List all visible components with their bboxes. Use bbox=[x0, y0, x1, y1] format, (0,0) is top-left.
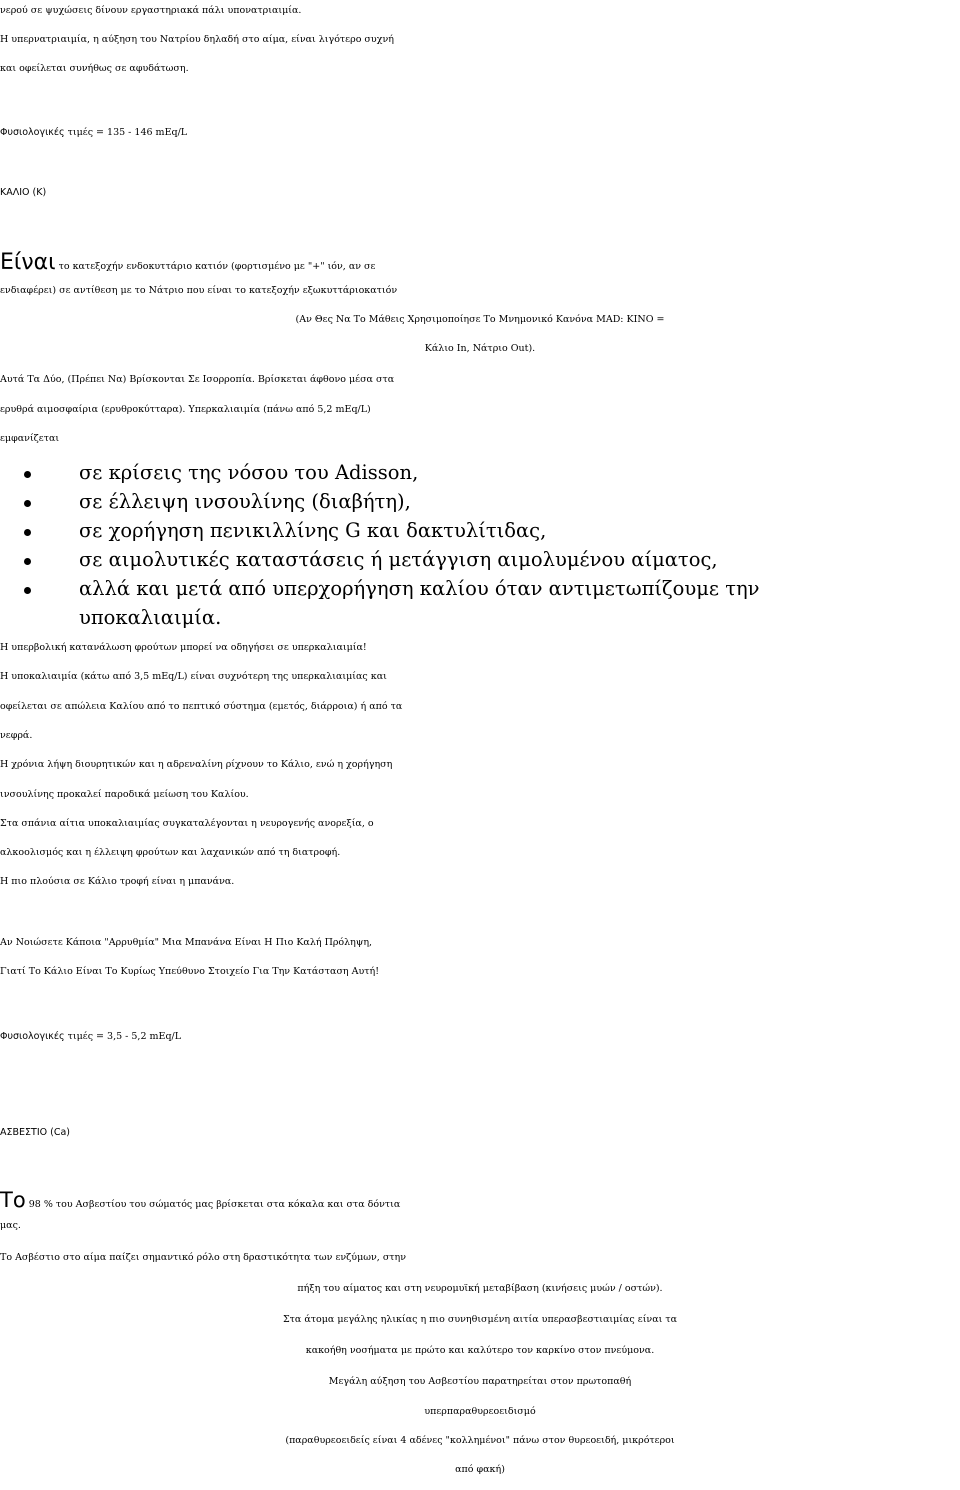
normal-values-text: τιμές = 135 - 146 mEq/L bbox=[64, 127, 188, 138]
tip-line: Γιατί Το Κάλιο Είναι Το Κυρίως Υπεύθυνο Στοιχείο Για Την Κατάσταση Αυτή! bbox=[0, 966, 380, 977]
bullet-dot bbox=[24, 587, 31, 594]
paragraph-line: υπερπαραθυρεοειδισμό bbox=[424, 1406, 536, 1417]
paragraph-line: πήξη του αίματος και στη νευρομυϊκή μεταβίβαση (κινήσεις μυών / οστών). bbox=[297, 1283, 663, 1294]
paragraph-line: κακοήθη νοσήματα με πρώτο και καλύτερο τον καρκίνο στον πνεύμονα. bbox=[305, 1345, 655, 1356]
bullet-dot bbox=[24, 558, 31, 565]
paragraph-line: ενδιαφέρει) σε αντίθεση με το Νάτριο που είναι το κατεξοχήν εξωκυττάριοκατιόν bbox=[0, 285, 398, 296]
paragraph-line: (Αν Θες Να Το Μάθεις Χρησιμοποίησε Το Μνημονικό Κανόνα MAD: ΚΙΝΟ = bbox=[295, 314, 665, 325]
list-item-continuation: υποκαλιαιμία. bbox=[79, 606, 222, 629]
list-item: αλλά και μετά από υπερχορήγηση καλίου όταν αντιμετωπίζουμε την bbox=[79, 577, 760, 600]
paragraph-line: Στα άτομα μεγάλης ηλικίας η πιο συνηθισμένη αιτία υπερασβεστιαιμίας είναι τα bbox=[282, 1314, 678, 1325]
paragraph-line: νεφρά. bbox=[0, 730, 33, 741]
paragraph-line: Το Ασβέστιο στο αίμα παίζει σημαντικό ρόλο στη δραστικότητα των ενζύμων, στην bbox=[0, 1252, 407, 1263]
paragraph-line bbox=[0, 1190, 960, 1211]
normal-values-label: Φυσιολογικές bbox=[0, 1031, 65, 1042]
paragraph-line: Η πιο πλούσια σε Κάλιο τροφή είναι η μπανάνα. bbox=[0, 876, 235, 887]
paragraph-line: Η χρόνια λήψη διουρητικών και η αδρεναλίνη ρίχνουν το Κάλιο, ενώ η χορήγηση bbox=[0, 759, 393, 770]
paragraph-line: ινσουλίνης προκαλεί παροδικά μείωση του Καλίου. bbox=[0, 789, 249, 800]
paragraph-line: οφείλεται σε απώλεια Καλίου από το πεπτικό σύστημα (εμετός, διάρροια) ή από τα bbox=[0, 701, 403, 712]
intro-line: Η υπερνατριαιμία, η αύξηση του Νατρίου δηλαδή στο αίμα, είναι λιγότερο συχνή bbox=[0, 34, 394, 45]
section-heading-potassium: ΚΑΛΙΟ (Κ) bbox=[0, 187, 47, 198]
paragraph-line: ερυθρά αιμοσφαίρια (ερυθροκύτταρα). Υπερκαλιαιμία (πάνω από 5,2 mEq/L) bbox=[0, 404, 371, 415]
paragraph-line: Η υπερβολική κατανάλωση φρούτων μπορεί να οδηγήσει σε υπερκαλιαιμία! bbox=[0, 642, 367, 653]
list-item: σε κρίσεις της νόσου του Adisson, bbox=[79, 461, 419, 484]
potassium-normal-values bbox=[0, 1032, 960, 1042]
bullet-dot bbox=[24, 529, 31, 536]
paragraph-line bbox=[0, 252, 960, 274]
intro-line: και οφείλεται συνήθως σε αφυδάτωση. bbox=[0, 63, 189, 74]
paragraph-line: Αυτά Τα Δύο, (Πρέπει Να) Βρίσκονται Σε Ισορροπία. Βρίσκεται άφθονο μέσα στα bbox=[0, 374, 395, 385]
paragraph-line: Στα σπάνια αίτια υποκαλιαιμίας συγκαταλέγονται η νευρογενής ανορεξία, ο bbox=[0, 818, 374, 829]
paragraph-line: Κάλιο In, Νάτριο Out). bbox=[424, 343, 536, 354]
list-item: σε χορήγηση πενικιλλίνης G και δακτυλίτιδας, bbox=[79, 519, 547, 542]
paragraph-lead: Το bbox=[0, 1188, 26, 1212]
normal-values-text: τιμές = 3,5 - 5,2 mEq/L bbox=[64, 1031, 182, 1042]
sodium-normal-values bbox=[0, 128, 960, 138]
paragraph-line: (παραθυρεοειδείς είναι 4 αδένες "κολλημένοι" πάνω στον θυρεοειδή, μικρότεροι bbox=[285, 1435, 675, 1446]
paragraph-line: μας. bbox=[0, 1220, 21, 1231]
paragraph-line: αλκοολισμός και η έλλειψη φρούτων και λαχανικών από τη διατροφή. bbox=[0, 847, 341, 858]
paragraph-text: 98 % του Ασβεστίου του σώματός μας βρίσκεται στα κόκαλα και στα δόντια bbox=[25, 1199, 401, 1210]
paragraph-line: Η υποκαλιαιμία (κάτω από 3,5 mEq/L) είναι συχνότερη της υπερκαλιαιμίας και bbox=[0, 671, 387, 682]
list-item: σε αιμολυτικές καταστάσεις ή μετάγγιση αιμολυμένου αίματος, bbox=[79, 548, 718, 571]
paragraph-text: το κατεξοχήν ενδοκυττάριο κατιόν (φορτισμένο με "+" ιόν, αν σε bbox=[55, 261, 376, 272]
normal-values-label: Φυσιολογικές bbox=[0, 127, 65, 138]
paragraph-line: εμφανίζεται bbox=[0, 433, 60, 444]
bullet-dot bbox=[24, 471, 31, 478]
paragraph-line: Μεγάλη αύξηση του Ασβεστίου παρατηρείται στον πρωτοπαθή bbox=[328, 1376, 632, 1387]
tip-line: Αν Νοιώσετε Κάποια "Αρρυθμία" Μια Μπανάνα Είναι Η Πιο Καλή Πρόληψη, bbox=[0, 937, 373, 948]
bullet-dot bbox=[24, 500, 31, 507]
intro-line: νερού σε ψυχώσεις δίνουν εργαστηριακά πάλι υπονατριαιμία. bbox=[0, 5, 302, 16]
section-heading-calcium: ΑΣΒΕΣΤΙΟ (Ca) bbox=[0, 1127, 70, 1138]
paragraph-lead: Είναι bbox=[0, 250, 56, 275]
paragraph-line: από φακή) bbox=[455, 1464, 505, 1475]
list-item: σε έλλειψη ινσουλίνης (διαβήτη), bbox=[79, 490, 411, 513]
